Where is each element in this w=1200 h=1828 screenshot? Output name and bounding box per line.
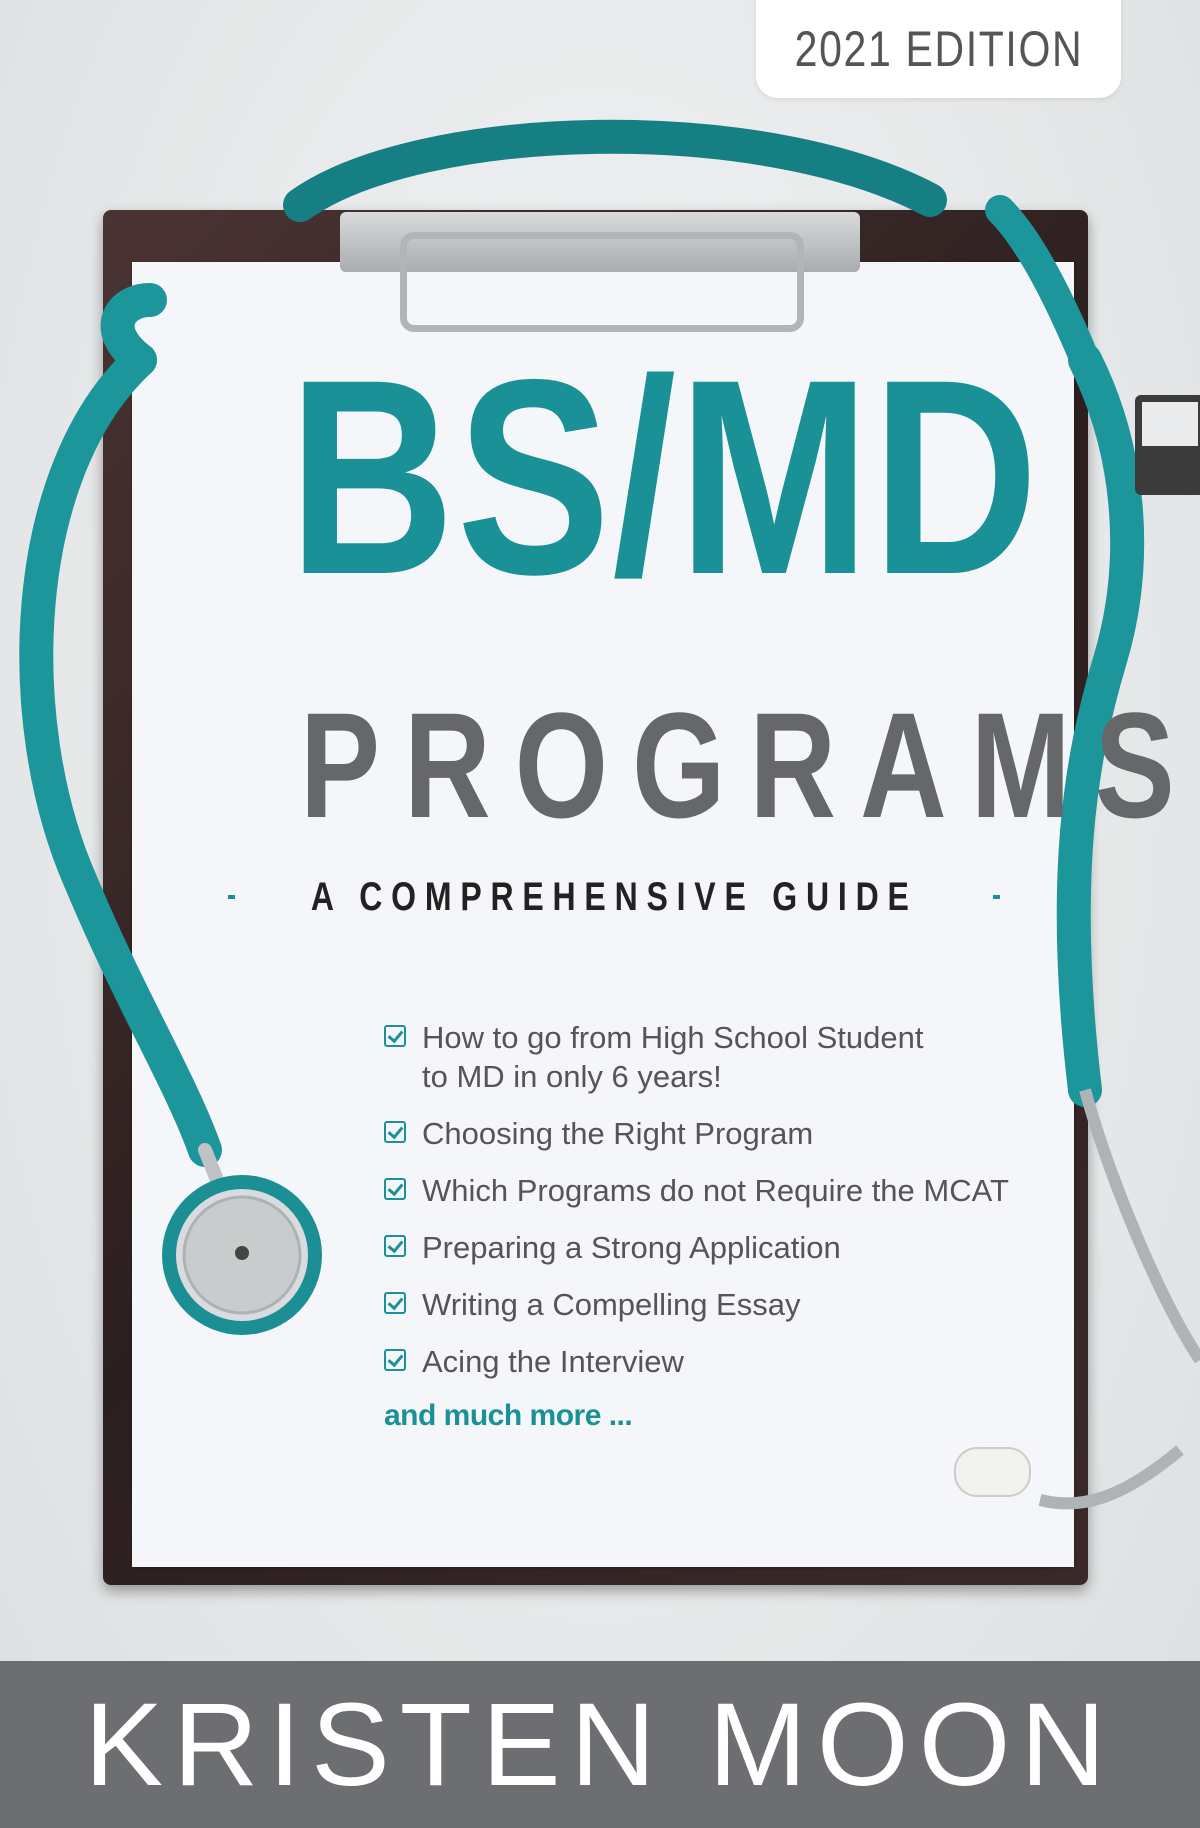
feature-item bbox=[384, 1018, 1034, 1096]
feature-item bbox=[384, 1342, 1034, 1381]
tagline: A COMPREHENSIVE GUIDE bbox=[310, 874, 918, 919]
feature-item bbox=[384, 1228, 1034, 1267]
tagline-rule-right bbox=[993, 895, 1000, 899]
feature-text: Which Programs do not Require the MCAT bbox=[422, 1173, 1009, 1209]
checkbox-icon bbox=[384, 1121, 406, 1143]
edition-label: 2021 EDITION bbox=[794, 21, 1083, 77]
feature-text: Preparing a Strong Application bbox=[422, 1230, 841, 1266]
title-main: BS/MD bbox=[288, 321, 1041, 632]
feature-text: Writing a Compelling Essay bbox=[422, 1287, 801, 1323]
feature-list bbox=[384, 1018, 1034, 1433]
tagline-rule-left bbox=[228, 895, 235, 899]
checkbox-icon bbox=[384, 1025, 406, 1047]
feature-item bbox=[384, 1114, 1034, 1153]
feature-item bbox=[384, 1171, 1034, 1210]
author-bar bbox=[0, 1661, 1200, 1828]
feature-text: Choosing the Right Program bbox=[422, 1116, 814, 1152]
feature-item bbox=[384, 1285, 1034, 1324]
tagline-row bbox=[228, 872, 1000, 922]
feature-text: Acing the Interview bbox=[422, 1344, 684, 1380]
author-name: KRISTEN MOON bbox=[84, 1678, 1116, 1811]
feature-text: How to go from High School Student to MD in only 6 years! bbox=[422, 1020, 924, 1095]
checkbox-icon bbox=[384, 1292, 406, 1314]
title-sub: PROGRAMS bbox=[300, 681, 1199, 849]
checkbox-icon bbox=[384, 1235, 406, 1257]
checkbox-icon bbox=[384, 1178, 406, 1200]
checkbox-icon bbox=[384, 1349, 406, 1371]
more-text: and much more ... bbox=[384, 1399, 633, 1433]
